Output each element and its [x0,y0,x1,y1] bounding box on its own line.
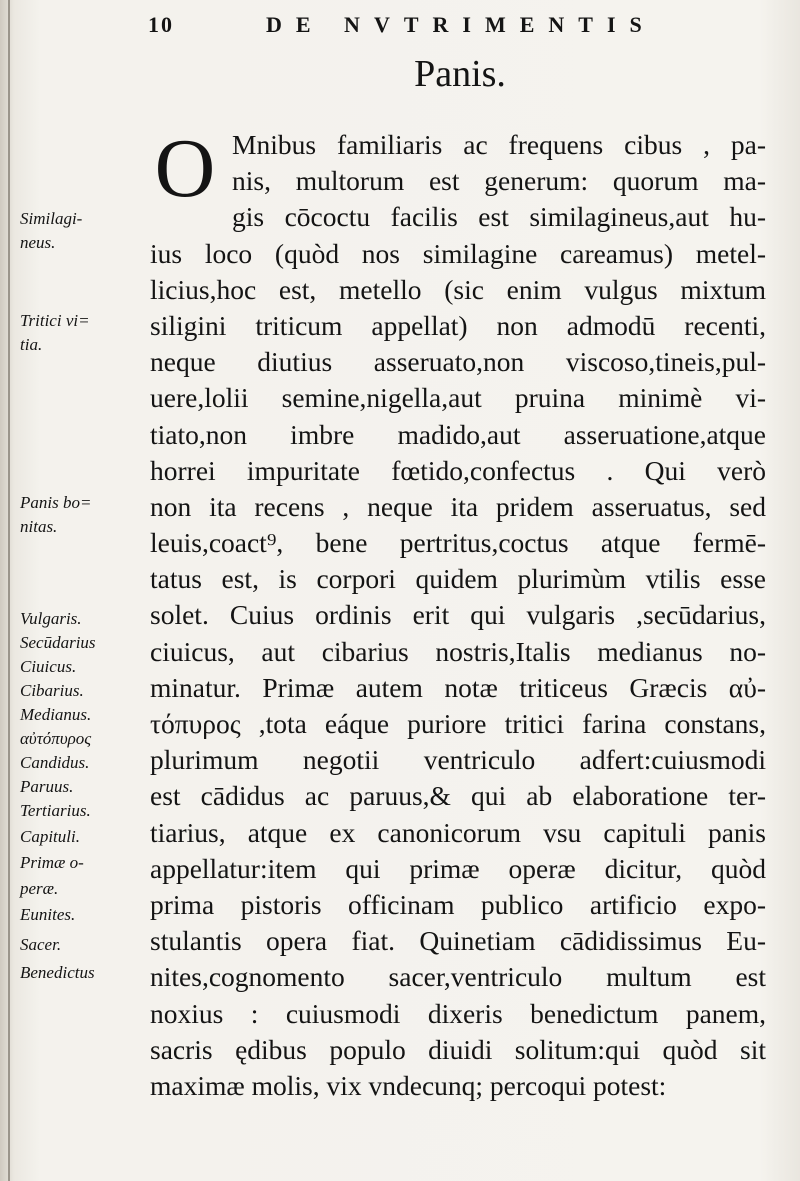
text-line: minatur. Primæ autem notæ triticeus Græcis αὐ- [150,671,766,703]
text-line: tiato,non imbre madido,aut asseruatione,atque [150,418,766,450]
text-line: appellatur:item qui primæ operæ dicitur, quòd [150,852,766,884]
text-line: non ita recens , neque ita pridem asseruatus, sed [150,490,766,522]
text-line: plurimum negotii ventriculo adfert:cuiusmodi [150,744,766,776]
text-line: prima pistoris officinam publico artificio expo- [150,888,766,920]
text-line: stulantis opera fiat. Quinetiam cādidissimus Eu- [150,925,766,957]
margin-note: tia. [20,335,43,354]
margin-note: Panis bo= [20,493,92,512]
text-line: neque diutius asseruato,non viscoso,tineis,pul- [150,346,766,378]
margin-note: Secūdarius [20,633,96,652]
margin-note: Ciuicus. [20,657,77,676]
margin-note: Capituli. [20,827,80,846]
margin-note: Primæ o- [20,853,84,872]
running-title: DE NVTRIMENTIS [266,12,656,37]
body-text [150,122,766,1104]
text-line: solet. Cuius ordinis erit qui vulgaris ,secūdarius, [150,599,766,631]
text-line: leuis,coact⁹, bene pertritus,coctus atque fermē- [150,527,766,559]
margin-note: Candidus. [20,753,90,772]
text-line: siligini triticum appellat) non admodū recenti, [150,309,766,341]
margin-note: Medianus. [20,705,92,724]
text-line: tiarius, atque ex canonicorum vsu capituli panis [150,816,766,848]
margin-note: αὐτόπυρος [20,729,92,748]
text-line: maximæ molis, vix vndecunq; percoqui potest: [150,1069,667,1101]
drop-cap: O [154,122,216,215]
margin-note: peræ. [20,879,59,898]
text-line: nis, multorum est generum: quorum ma- [232,165,766,197]
margin-note: Similagi- [20,209,83,228]
text-line: est cādidus ac paruus,& qui ab elaboratione ter- [150,780,766,812]
text-line: sacris ędibus populo diuidi solitum:qui quòd sit [150,1033,766,1065]
section-title: Panis. [414,53,506,95]
margin-note: Sacer. [20,935,62,954]
margin-note: neus. [20,233,56,252]
text-line: noxius : cuiusmodi dixeris benedictum panem, [150,997,766,1029]
text-line: τόπυρος ,tota eáque puriore tritici farina constans, [150,708,766,739]
margin-note: Tritici vi= [20,311,90,330]
text-line: gis cōcoctu facilis est similagineus,aut hu- [232,201,766,233]
margin-note: Tertiarius. [20,801,91,820]
text-line: ciuicus, aut cibarius nostris,Italis medianus no- [150,635,766,667]
running-head [148,12,768,42]
text-line: nites,cognomento sacer,ventriculo multum est [150,961,766,993]
page-number: 10 [148,12,174,37]
gutter-edge [8,0,10,1181]
text-line: uere,lolii semine,nigella,aut pruina minimè vi- [150,382,766,414]
margin-note: Vulgaris. [20,609,82,628]
text-line: Mnibus familiaris ac frequens cibus , pa- [232,129,766,160]
text-line: licius,hoc est, metello (sic enim vulgus mixtum [150,273,766,305]
text-line: ius loco (quòd nos similagine careamus) metel- [150,237,766,269]
margin-note: Paruus. [20,777,74,796]
text-line: horrei impuritate fœtido,confectus . Qui verò [150,454,766,486]
margin-note: Eunites. [20,905,76,924]
margin-note: nitas. [20,517,58,536]
margin-note: Benedictus [20,963,95,982]
margin-note: Cibarius. [20,681,84,700]
text-line: tatus est, is corpori quidem plurimùm vtilis esse [150,563,766,595]
